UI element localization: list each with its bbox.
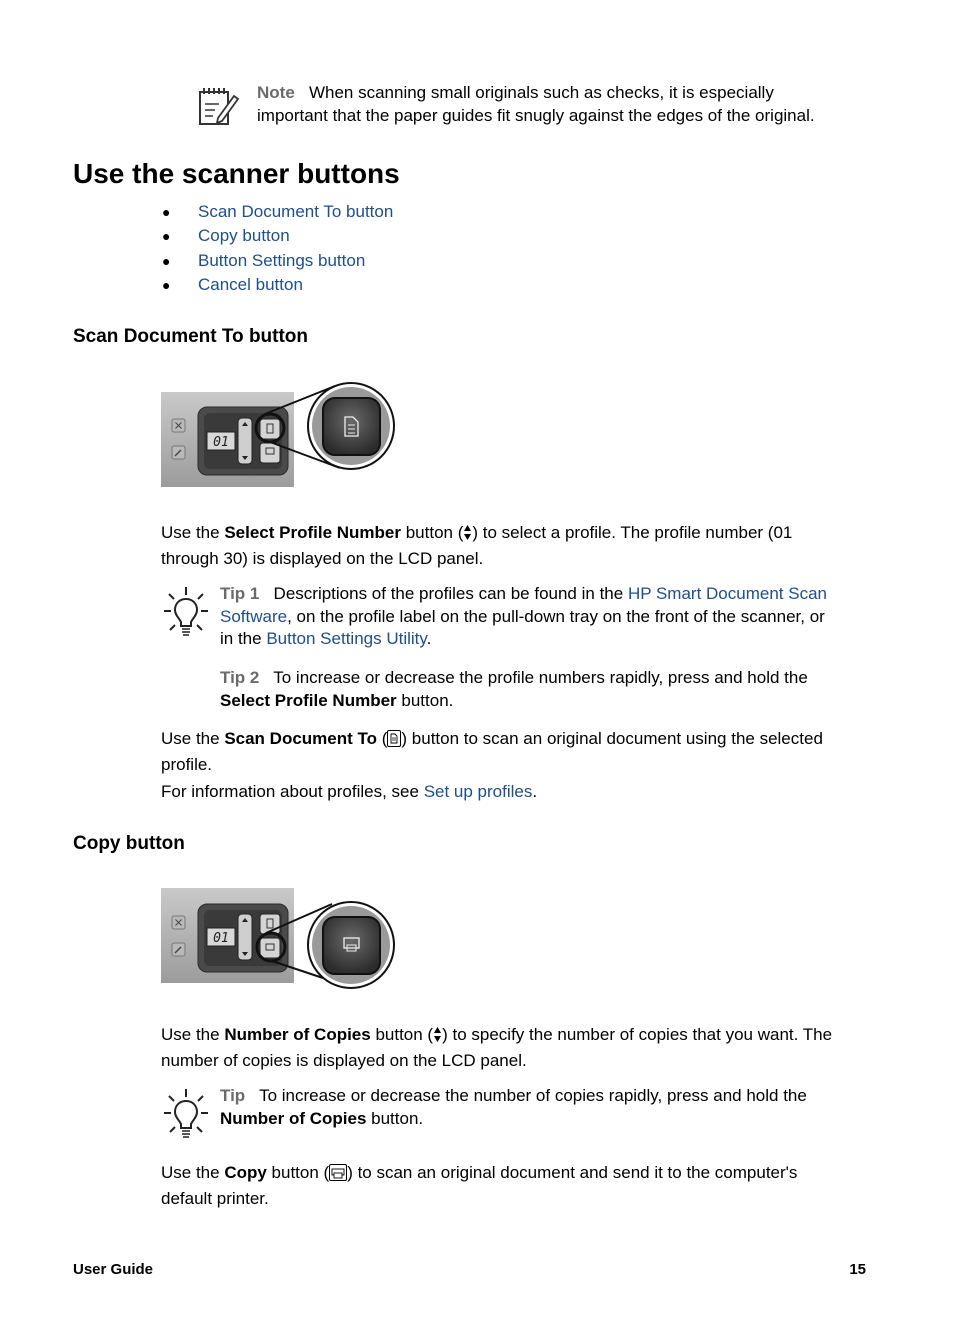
copy-lcd-readout: 01 — [213, 931, 229, 946]
copy-printer-icon — [329, 1164, 347, 1188]
text-span: button. — [366, 1108, 424, 1128]
text-span: button ( — [266, 1163, 330, 1182]
text-span: ) to select a profile. The profile number (01 — [472, 523, 793, 542]
text-span: To increase or decrease the profile numbers rapidly, press and hold the — [273, 668, 808, 687]
copy-tip-text — [220, 1085, 880, 1130]
toc-link-scan-document-to[interactable]: Scan Document To button — [198, 202, 394, 221]
text-span: Use the — [161, 1025, 225, 1044]
page-title: Use the scanner buttons — [73, 158, 400, 189]
list-item: ● Scan Document To button — [162, 202, 394, 221]
set-up-profiles-link[interactable]: Set up profiles — [423, 782, 533, 801]
text-span: For information about profiles, see — [161, 782, 424, 801]
note-label: Note — [257, 83, 295, 102]
select-profile-number-bold: Select Profile Number — [224, 523, 401, 542]
text-span: To increase or decrease the number of copies rapidly, press and hold the — [259, 1086, 807, 1105]
text-span: button. — [396, 690, 454, 710]
scan-panel-illustration — [160, 381, 400, 491]
list-item: ● Button Settings button — [162, 250, 366, 270]
text-span: ( — [377, 729, 388, 748]
tip2-label: Tip 2 — [220, 668, 260, 687]
button-settings-utility-link[interactable]: Button Settings Utility — [266, 629, 427, 648]
up-down-arrows-icon — [463, 524, 472, 548]
text-span: button ( — [370, 1025, 434, 1044]
scan-section-title: Scan Document To button — [73, 326, 309, 347]
note-line2: important that the paper guides fit snugly against the edges of the original. — [257, 105, 815, 125]
hp-smart-document-scan-link[interactable]: HP Smart Document Scan — [627, 584, 827, 603]
text-span: number of copies is displayed on the LCD panel. — [161, 1050, 527, 1070]
scan-paragraph-3 — [161, 781, 881, 804]
toc-link-cancel[interactable]: Cancel button — [198, 274, 303, 294]
text-span: Descriptions of the profiles can be found in the — [273, 584, 628, 603]
tip2-text — [220, 667, 880, 712]
list-item: ● Cancel button — [162, 274, 303, 294]
scan-paragraph-2 — [161, 728, 881, 776]
hp-smart-document-scan-link-cont[interactable]: Software — [220, 606, 288, 626]
copy-section-title: Copy button — [73, 833, 185, 854]
text-span: ) button to scan an original document using the selected — [401, 729, 823, 748]
tip1-label: Tip 1 — [220, 584, 260, 603]
tip1-text — [220, 583, 880, 651]
text-span: , on the profile label on the pull-down tray on the front of the scanner, or — [287, 606, 825, 626]
scan-document-to-bold: Scan Document To — [224, 729, 378, 748]
text-span: default printer. — [161, 1188, 269, 1208]
text-span: Use the — [161, 729, 225, 748]
up-down-arrows-icon — [433, 1026, 442, 1050]
number-of-copies-bold: Number of Copies — [220, 1108, 367, 1128]
text-span: through 30) is displayed on the LCD panel. — [161, 548, 484, 568]
tip-lightbulb-icon — [163, 1087, 209, 1139]
select-profile-number-bold: Select Profile Number — [220, 690, 397, 710]
scan-document-icon — [387, 730, 401, 754]
copy-panel-illustration — [160, 887, 400, 992]
copy-paragraph-1 — [161, 1024, 881, 1072]
toc-list — [162, 201, 393, 298]
toc-link-copy[interactable]: Copy button — [198, 226, 290, 246]
text-span: ) to scan an original document and send it to the computer's — [347, 1163, 798, 1182]
text-span: . — [532, 782, 538, 801]
list-item: ● Copy button — [162, 226, 290, 246]
text-span: in the — [220, 629, 267, 648]
scan-lcd-readout: 01 — [213, 435, 229, 450]
toc-link-button-settings[interactable]: Button Settings button — [198, 250, 366, 270]
copy-bold: Copy — [224, 1163, 267, 1182]
copy-paragraph-2 — [161, 1162, 881, 1210]
text-span: button ( — [400, 523, 464, 542]
note-text — [257, 82, 897, 127]
text-span: ) to specify the number of copies that you want. The — [442, 1025, 833, 1044]
text-span: Use the — [161, 523, 225, 542]
tip-lightbulb-icon — [163, 585, 209, 637]
note-line1: When scanning small originals such as checks, it is especially — [308, 83, 774, 102]
text-span: Use the — [161, 1163, 225, 1182]
scan-paragraph-1 — [161, 522, 881, 570]
number-of-copies-bold: Number of Copies — [224, 1025, 371, 1044]
copy-tip-label: Tip — [220, 1086, 246, 1105]
page-number: 15 — [849, 1261, 866, 1278]
footer-left: User Guide — [73, 1261, 154, 1278]
note-icon — [196, 84, 240, 128]
text-span: . — [426, 629, 432, 648]
text-span: profile. — [161, 754, 213, 774]
